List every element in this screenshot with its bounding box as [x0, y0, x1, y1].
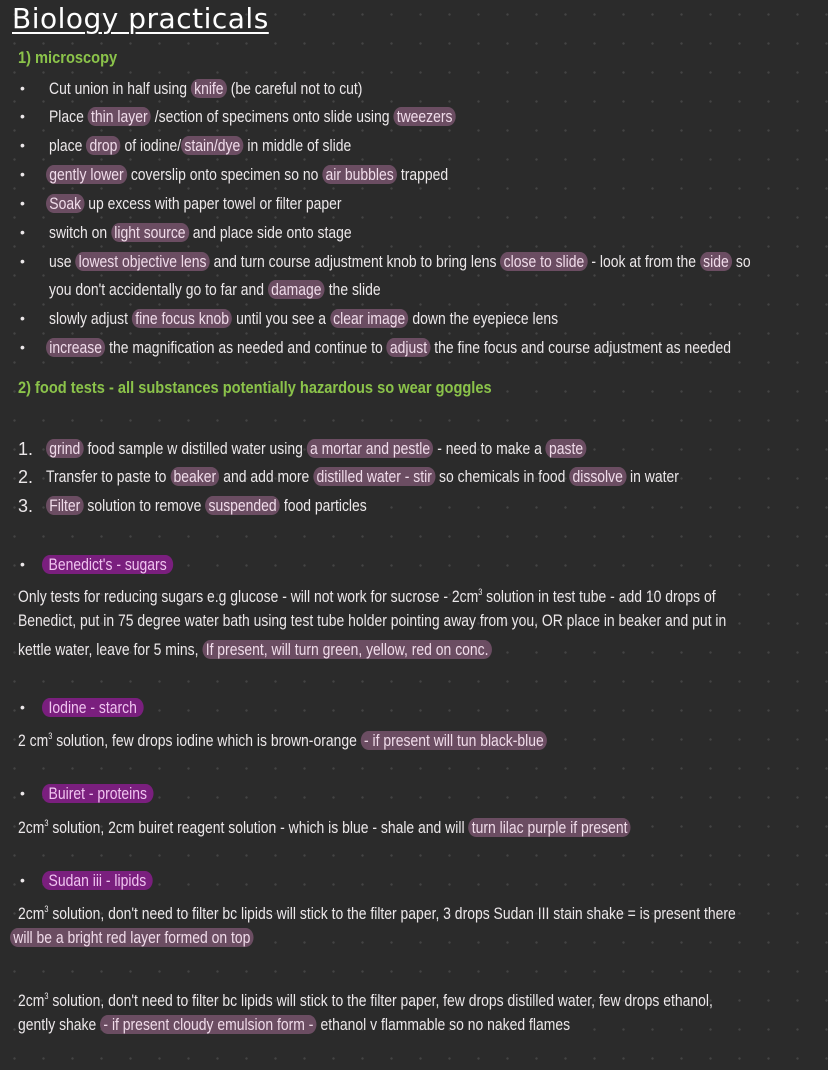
bullet-icon	[20, 794, 26, 800]
highlighted-text: turn lilac purple if present	[468, 818, 630, 837]
text-run: food sample w distilled water using	[83, 439, 307, 458]
highlighted-text: Filter	[46, 496, 84, 515]
microscopy-step	[46, 193, 342, 215]
highlighted-text: damage	[268, 280, 325, 299]
test-label-highlight: Sudan iii - lipids	[42, 871, 153, 890]
text-run: until you see a	[232, 309, 330, 328]
test-label-highlight: Buiret - proteins	[42, 784, 154, 803]
microscopy-step	[49, 135, 351, 157]
text-run: slowly adjust	[49, 309, 132, 328]
text-run: solution, 2cm buiret reagent solution - which is blue - shale and will	[48, 818, 469, 837]
text-run: coverslip onto specimen so no	[126, 165, 323, 184]
text-run: down the eyepiece lens	[408, 309, 559, 328]
superscript: 3	[478, 587, 483, 597]
test-description-line	[18, 639, 492, 661]
highlighted-text: distilled water - stir	[313, 467, 435, 486]
superscript: 3	[48, 731, 53, 741]
text-run: switch on	[49, 223, 111, 242]
test-label-highlight: Iodine - starch	[42, 698, 143, 717]
microscopy-step	[46, 164, 448, 186]
food-test-step	[46, 495, 367, 517]
highlighted-text: lowest objective lens	[75, 252, 209, 271]
highlighted-text: a mortar and pestle	[307, 439, 434, 458]
text-run: of iodine/	[120, 136, 182, 155]
text-run: kettle water, leave for 5 mins,	[18, 640, 203, 659]
highlighted-text: drop	[86, 136, 120, 155]
highlighted-text: tweezers	[393, 107, 455, 126]
highlighted-text: increase	[46, 338, 105, 357]
test-description-line	[18, 725, 547, 752]
test-label	[42, 554, 173, 576]
highlighted-text: - if present will tun black-blue	[361, 731, 547, 750]
text-run: you don't accidentally go to far and	[49, 280, 268, 299]
step-number: 1.	[18, 439, 34, 459]
text-run: so chemicals in food	[435, 467, 570, 486]
highlighted-text: stain/dye	[181, 136, 243, 155]
bullet-icon	[20, 204, 26, 210]
bullet-icon	[20, 146, 26, 152]
microscopy-step	[49, 222, 352, 244]
text-run: /section of specimens onto slide using	[150, 107, 394, 126]
highlighted-text: If present, will turn green, yellow, red on conc.	[202, 640, 491, 659]
text-run: - need to make a	[433, 439, 546, 458]
food-test-step	[46, 438, 586, 460]
microscopy-step	[49, 308, 558, 330]
bullet-icon	[20, 175, 26, 181]
microscopy-step	[49, 78, 362, 100]
text-run: in middle of slide	[243, 136, 352, 155]
step-number: 3.	[18, 496, 34, 516]
test-description-line	[18, 610, 726, 632]
test-description-line	[18, 812, 631, 839]
test-label	[42, 870, 153, 892]
text-run: 2 cm	[18, 731, 49, 750]
highlighted-text: close to slide	[500, 252, 587, 271]
text-run: 2cm	[18, 818, 45, 837]
highlighted-text: fine focus knob	[132, 309, 232, 328]
section-heading-food-tests: 2) food tests - all substances potentially hazardous so wear goggles	[18, 378, 492, 397]
highlighted-text: gently lower	[46, 165, 127, 184]
highlighted-text: air bubbles	[322, 165, 397, 184]
text-run: in water	[626, 467, 679, 486]
highlighted-text: thin layer	[88, 107, 151, 126]
text-run: 2cm	[18, 904, 45, 923]
text-run: Cut union in half using	[49, 79, 191, 98]
test-description-line	[10, 927, 254, 949]
highlighted-text: knife	[191, 79, 227, 98]
emulsion-description-line	[18, 985, 713, 1012]
highlighted-text: adjust	[387, 338, 431, 357]
food-test-step	[46, 466, 679, 488]
section-heading-microscopy: 1) microscopy	[18, 48, 118, 67]
bullet-icon	[20, 708, 26, 714]
superscript: 3	[44, 904, 49, 914]
test-description-line	[18, 581, 716, 608]
text-run: (be careful not to cut)	[226, 79, 363, 98]
text-run: ethanol v flammable so no naked flames	[316, 1015, 571, 1034]
text-run: Place	[49, 107, 88, 126]
highlighted-text: clear image	[330, 309, 409, 328]
highlighted-text: suspended	[205, 496, 280, 515]
text-run: Transfer to paste to	[46, 467, 171, 486]
text-run: and turn course adjustment knob to bring lens	[209, 252, 501, 271]
text-run: so	[731, 252, 751, 271]
highlighted-text: light source	[111, 223, 189, 242]
text-run: and add more	[219, 467, 314, 486]
highlighted-text: will be a bright red layer formed on top	[10, 928, 254, 947]
text-run: 2cm	[18, 991, 45, 1010]
highlighted-text: paste	[546, 439, 587, 458]
text-run: food particles	[279, 496, 367, 515]
text-run: the magnification as needed and continue to	[105, 338, 387, 357]
bullet-icon	[20, 565, 26, 571]
highlighted-text: beaker	[170, 467, 219, 486]
bullet-icon	[20, 319, 26, 325]
highlighted-text: dissolve	[569, 467, 626, 486]
text-run: up excess with paper towel or filter paper	[84, 194, 342, 213]
test-label	[42, 697, 143, 719]
text-run: trapped	[396, 165, 449, 184]
page-title: Biology practicals	[12, 2, 269, 35]
highlighted-text: - if present cloudy emulsion form -	[100, 1015, 317, 1034]
test-label-highlight: Benedict's - sugars	[42, 555, 173, 574]
microscopy-step	[46, 337, 731, 359]
text-run: Only tests for reducing sugars e.g glucose - will not work for sucrose - 2cm	[18, 587, 479, 606]
bullet-icon	[20, 117, 26, 123]
text-run: gently shake	[18, 1015, 101, 1034]
microscopy-step	[49, 279, 381, 301]
microscopy-step	[49, 106, 456, 128]
text-run: place	[49, 136, 87, 155]
step-number: 2.	[18, 467, 34, 487]
text-run: the slide	[324, 280, 381, 299]
bullet-icon	[20, 89, 26, 95]
text-run: solution in test tube - add 10 drops of	[482, 587, 716, 606]
superscript: 3	[44, 818, 49, 828]
text-run: Benedict, put in 75 degree water bath using test tube holder pointing away from you, OR place in beaker and put in	[18, 611, 727, 630]
text-run: the fine focus and course adjustment as needed	[430, 338, 732, 357]
emulsion-description-line	[18, 1014, 570, 1036]
text-run: solution to remove	[83, 496, 206, 515]
test-label	[42, 783, 154, 805]
highlighted-text: grind	[46, 439, 84, 458]
test-description-line	[18, 898, 736, 925]
highlighted-text: side	[700, 252, 732, 271]
text-run: solution, few drops iodine which is brown-orange	[52, 731, 361, 750]
text-run: solution, don't need to filter bc lipids will stick to the filter paper, 3 drops Sudan III stain shake = is present there	[48, 904, 736, 923]
bullet-icon	[20, 348, 26, 354]
text-run: solution, don't need to filter bc lipids will stick to the filter paper, few drops distilled water, few drops ethanol,	[48, 991, 713, 1010]
bullet-icon	[20, 881, 26, 887]
text-run: use	[49, 252, 76, 271]
microscopy-step	[49, 251, 751, 273]
bullet-icon	[20, 233, 26, 239]
highlighted-text: Soak	[46, 194, 84, 213]
bullet-icon	[20, 262, 26, 268]
text-run: and place side onto stage	[188, 223, 352, 242]
superscript: 3	[44, 991, 49, 1001]
text-run: - look at from the	[587, 252, 700, 271]
